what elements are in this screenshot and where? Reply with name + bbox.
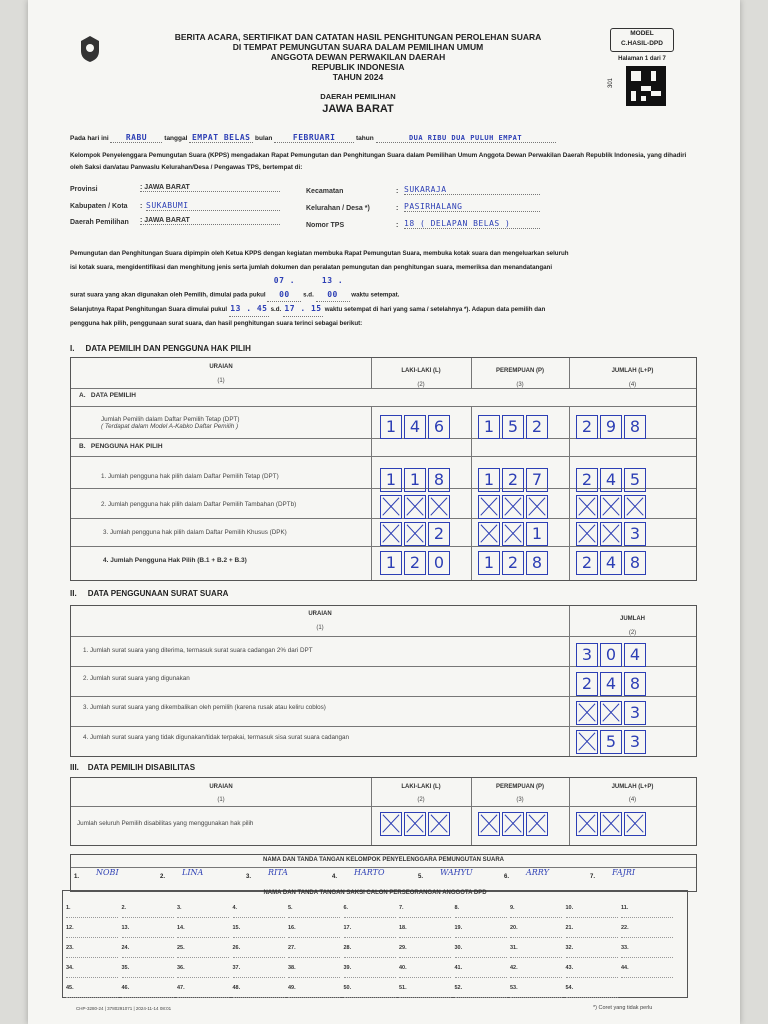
digit-box (576, 495, 598, 519)
dapil-value: : JAWA BARAT (140, 217, 280, 225)
sd-text: s.d. (270, 306, 282, 313)
date-label: tanggal (164, 135, 188, 142)
digit-box (600, 495, 622, 519)
saksi-cell: 35. (122, 965, 174, 978)
saksi-cell: 25. (177, 945, 229, 958)
digit-box (600, 812, 622, 836)
digit-box: 0 (428, 551, 450, 575)
model-code: C.HASIL-DPD (621, 40, 663, 47)
digit-box (502, 812, 524, 836)
saksi-cell: 14. (177, 925, 229, 938)
saksi-cell: 7. (399, 905, 451, 918)
col-num: (1) (217, 378, 225, 384)
row-divider (71, 546, 696, 547)
col-jumlah: JUMLAH (L+P) (611, 784, 654, 790)
section1-heading: I. DATA PEMILIH DAN PENGGUNA HAK PILIH (70, 344, 251, 353)
digit-box (478, 522, 500, 546)
digit-box (380, 522, 402, 546)
digit-box (576, 812, 598, 836)
procedure-line (70, 274, 700, 302)
kpps-number: 2. (160, 874, 166, 880)
digit-box (624, 495, 646, 519)
col-num: (2) (417, 797, 425, 803)
digit-box: 2 (576, 551, 598, 575)
model-box (610, 28, 674, 52)
dapil-label: Daerah Pemilihan (70, 219, 129, 226)
kpps-number: 1. (74, 874, 80, 880)
digit-box: 8 (624, 672, 646, 696)
row-d-label: Jumlah seluruh Pemilih disabilitas yang menggunakan hak pilih (77, 820, 254, 827)
subsection-b: B. PENGGUNA HAK PILIH (79, 443, 163, 450)
digit-box: 8 (526, 551, 548, 575)
saksi-cell: 27. (288, 945, 340, 958)
procedure-text: surat suara yang akan digunakan oleh Pemilih, dimulai pada pukul (70, 291, 266, 299)
saksi-cell: 47. (177, 985, 229, 998)
digit-box: 4 (600, 468, 622, 492)
digit-box: 3 (624, 730, 646, 754)
kpps-signature: WAHYU (440, 868, 473, 877)
digit-box: 8 (624, 415, 646, 439)
saksi-cell: 20. (510, 925, 562, 938)
col-num: (3) (516, 382, 524, 388)
col-num: (2) (628, 630, 637, 636)
kelurahan-label: Kelurahan / Desa *) (306, 205, 370, 212)
section2-heading: II. DATA PENGGUNAAN SURAT SUARA (70, 589, 229, 598)
tps-value: 18 ( DELAPAN BELAS ) (404, 219, 540, 229)
row-divider (71, 456, 696, 457)
saksi-cell: 39. (344, 965, 396, 978)
digit-box: 1 (380, 415, 402, 439)
saksi-cell: 50. (344, 985, 396, 998)
kpu-logo (78, 34, 102, 64)
procedure-line (70, 302, 700, 317)
procedure-text: Selanjutnya Rapat Penghitungan Suara dimulai pukul (70, 306, 228, 313)
saksi-cell: 45. (66, 985, 118, 998)
col-num: (4) (628, 797, 637, 803)
row-a-line2: ( Terdapat dalam Model A-Kabko Daftar Pemilih ) (101, 423, 239, 430)
start-time: 07 . 00 (267, 274, 301, 302)
title-line: ANGGOTA DEWAN PERWAKILAN DAERAH (270, 52, 446, 62)
digit-box (404, 812, 426, 836)
kabkota-colon: : (140, 203, 143, 210)
footer-code: CHP-3280-24 | 3780291071 | 2024-11-14 08:01 (76, 1006, 172, 1011)
saksi-cell: 41. (455, 965, 507, 978)
saksi-cell: 24. (122, 945, 174, 958)
procedure-line: isi kotak suara, mengidentifikasi dan menghitung jenis serta jumlah dokumen dan peralatan pemungutan dan penghitungan suara, memeriksa dan menandatangani (70, 263, 553, 271)
saksi-cell: 53. (510, 985, 562, 998)
digit-box: 0 (600, 643, 622, 667)
kabkota-value: SUKABUMI (146, 201, 280, 211)
digit-box: 2 (502, 551, 524, 575)
digit-box: 2 (428, 522, 450, 546)
procedure-text: waktu setempat di hari yang sama / setelahnya *). Adapun data pemilih dan (324, 306, 546, 313)
kpps-signature: LINA (182, 868, 204, 877)
digit-box (502, 495, 524, 519)
digit-box: 4 (404, 415, 426, 439)
saksi-cell: 17. (344, 925, 396, 938)
digit-box: 2 (576, 468, 598, 492)
row-a-line1: Jumlah Pemilih dalam Daftar Pemilih Tetap (DPT) (101, 416, 240, 423)
saksi-cell: 4. (233, 905, 285, 918)
row-divider (71, 726, 696, 727)
row-b3-label: 3. Jumlah pengguna hak pilih dalam Daftar Pemilih Khusus (DPK) (103, 529, 287, 536)
digit-box: 3 (624, 701, 646, 725)
row-divider (71, 388, 696, 389)
kpps-heading: NAMA DAN TANDA TANGAN KELOMPOK PENYELENGGARA PEMUNGUTAN SUARA (263, 857, 504, 863)
row-b2-label: 2. Jumlah pengguna hak pilih dalam Daftar Pemilih Tambahan (DPTb) (101, 501, 297, 508)
count-start-time: 13 . 45 (229, 302, 269, 317)
title-line: BERITA ACARA, SERTIFIKAT DAN CATATAN HASIL PENGHITUNGAN PEROLEHAN SUARA (174, 32, 542, 42)
kpps-signature: NOBI (96, 868, 119, 877)
tps-colon: : (396, 222, 399, 229)
saksi-cell: 15. (233, 925, 285, 938)
digit-box (600, 522, 622, 546)
digit-box (576, 701, 598, 725)
row-divider (71, 406, 696, 407)
form-page (28, 0, 740, 1024)
month-value: FEBRUARI (274, 133, 354, 143)
saksi-heading: NAMA DAN TANDA TANGAN SAKSI CALON PERSEORANGAN ANGGOTA DPD (263, 890, 487, 896)
col-divider (471, 406, 472, 580)
saksi-cell: 36. (177, 965, 229, 978)
saksi-cell: 42. (510, 965, 562, 978)
procedure-line: pengguna hak pilih, penggunaan surat suara, dan hasil penghitungan suara terinci sebagai berikut: (70, 319, 363, 327)
saksi-cell: 34. (66, 965, 118, 978)
digit-box (404, 495, 426, 519)
col-num: (2) (417, 382, 425, 388)
saksi-cell: 19. (455, 925, 507, 938)
col-uraian: URAIAN (209, 784, 233, 790)
digit-box: 1 (478, 415, 500, 439)
saksi-cell: 51. (399, 985, 451, 998)
saksi-cell: 6. (344, 905, 396, 918)
col-num: (1) (316, 625, 324, 631)
col-num: (3) (516, 797, 524, 803)
saksi-cell: 9. (510, 905, 562, 918)
page-indicator: Halaman 1 dari 7 (618, 56, 666, 62)
saksi-cell: 32. (566, 945, 618, 958)
row-s3-label: 3. Jumlah surat suara yang dikembalikan oleh pemilih (karena rusak atau keliru coblos) (83, 704, 326, 711)
saksi-cell: 5. (288, 905, 340, 918)
saksi-cell: 40. (399, 965, 451, 978)
day-value: RABU (110, 133, 162, 143)
saksi-cell: 48. (233, 985, 285, 998)
col-uraian: URAIAN (308, 611, 332, 617)
digit-box: 1 (380, 468, 402, 492)
kpps-number: 5. (418, 874, 424, 880)
row-b1-label: 1. Jumlah pengguna hak pilih dalam Daftar Pemilih Tetap (DPT) (101, 473, 279, 480)
region-name: JAWA BARAT (322, 103, 394, 115)
saksi-cell: 3. (177, 905, 229, 918)
saksi-cell: 23. (66, 945, 118, 958)
digit-box: 5 (502, 415, 524, 439)
col-jumlah: JUMLAH (L+P) (611, 368, 654, 374)
digit-box: 4 (600, 672, 622, 696)
digit-box: 5 (600, 730, 622, 754)
row-divider (71, 806, 696, 807)
digit-box (428, 495, 450, 519)
digit-box: 1 (404, 468, 426, 492)
kpps-number: 7. (590, 874, 596, 880)
procedure-text: waktu setempat. (351, 291, 400, 299)
col-num: (1) (217, 797, 225, 803)
sd-text: s.d. (303, 291, 314, 299)
kpps-signature: FAJRI (612, 868, 636, 877)
saksi-cell: 11. (621, 905, 673, 918)
digit-box: 2 (576, 415, 598, 439)
col-jumlah: JUMLAH (620, 616, 645, 622)
saksi-cell: 44. (621, 965, 673, 978)
procedure-paragraph (70, 247, 700, 330)
model-label: MODEL (630, 30, 654, 37)
digit-box: 1 (380, 551, 402, 575)
end-time: 13 . 00 (316, 274, 350, 302)
col-divider (569, 606, 570, 756)
kecamatan-label: Kecamatan (306, 188, 344, 195)
kelurahan-value: PASIRHALANG (404, 202, 540, 212)
digit-box (478, 495, 500, 519)
row-s2-label: 2. Jumlah surat suara yang digunakan (83, 675, 190, 682)
digit-box: 5 (624, 468, 646, 492)
saksi-cell: 1. (66, 905, 118, 918)
saksi-cell: 13. (122, 925, 174, 938)
kpps-signature: HARTO (354, 868, 385, 877)
date-line (70, 133, 710, 143)
kpps-signature: ARRY (526, 868, 549, 877)
digit-box (526, 495, 548, 519)
digit-box (526, 812, 548, 836)
region-label: DAERAH PEMILIHAN (320, 92, 396, 101)
kpps-number: 3. (246, 874, 252, 880)
col-divider (371, 406, 372, 580)
digit-box: 4 (624, 643, 646, 667)
saksi-cell: 46. (122, 985, 174, 998)
saksi-cell: 31. (510, 945, 562, 958)
provinsi-value: : JAWA BARAT (140, 184, 280, 192)
section3-heading: III. DATA PEMILIH DISABILITAS (70, 763, 196, 772)
saksi-cell: 52. (455, 985, 507, 998)
digit-box (404, 522, 426, 546)
digit-box (624, 812, 646, 836)
digit-box: 2 (502, 468, 524, 492)
date-value: EMPAT BELAS (189, 133, 253, 143)
digit-box: 2 (526, 415, 548, 439)
row-divider (71, 636, 696, 637)
row-s1-label: 1. Jumlah surat suara yang diterima, termasuk surat suara cadangan 2% dari DPT (83, 647, 313, 654)
footnote: *) Coret yang tidak perlu (593, 1005, 653, 1011)
count-end-time: 17 . 15 (283, 302, 323, 317)
kpps-number: 6. (504, 874, 510, 880)
digit-box (600, 701, 622, 725)
saksi-cell: 54. (566, 985, 618, 998)
digit-box: 3 (576, 643, 598, 667)
saksi-cell: 8. (455, 905, 507, 918)
digit-box: 1 (478, 468, 500, 492)
col-laki: LAKI-LAKI (L) (401, 368, 441, 374)
row-divider (71, 696, 696, 697)
saksi-cell: 43. (566, 965, 618, 978)
kecamatan-value: SUKARAJA (404, 185, 540, 195)
kecamatan-colon: : (396, 188, 399, 195)
digit-box: 3 (624, 522, 646, 546)
kpps-number: 4. (332, 874, 338, 880)
digit-box (502, 522, 524, 546)
digit-box (576, 522, 598, 546)
digit-box (380, 495, 402, 519)
tps-label: Nomor TPS (306, 222, 345, 229)
col-perempuan: PEREMPUAN (P) (495, 368, 544, 374)
year-value: DUA RIBU DUA PULUH EMPAT (376, 134, 556, 143)
qr-code (626, 66, 666, 106)
col-divider (569, 406, 570, 580)
row-b4-label: 4. Jumlah Pengguna Hak Pilih (B.1 + B.2 + B.3) (103, 557, 247, 564)
digit-box: 1 (526, 522, 548, 546)
saksi-cell: 26. (233, 945, 285, 958)
digit-box: 1 (478, 551, 500, 575)
title-line: TAHUN 2024 (332, 72, 384, 82)
col-laki: LAKI-LAKI (L) (401, 784, 441, 790)
digit-box (380, 812, 402, 836)
saksi-cell: 37. (233, 965, 285, 978)
saksi-cell: 18. (399, 925, 451, 938)
digit-box: 2 (576, 672, 598, 696)
year-label: tahun (356, 135, 374, 142)
title-line: DI TEMPAT PEMUNGUTAN SUARA DALAM PEMILIHAN UMUM (232, 42, 484, 52)
saksi-cell: 49. (288, 985, 340, 998)
saksi-cell: 33. (621, 945, 673, 958)
provinsi-label: Provinsi (70, 186, 98, 193)
kpps-signature: RITA (268, 868, 288, 877)
row-a-label (101, 416, 239, 430)
intro-paragraph: Kelompok Penyelenggara Pemungutan Suara (KPPS) mengadakan Rapat Pemungutan dan Penghitungan Suara dalam Pemilihan Umum Anggota Dewan Perwakilan Daerah Republik Indonesia, yang dihadiri oleh Saksi dan/atau Panwaslu Kelurahan/Desa / Pengawas TPS, bertempat di: (70, 152, 687, 171)
digit-box (576, 730, 598, 754)
saksi-cell: 2. (122, 905, 174, 918)
row-s4-label: 4. Jumlah surat suara yang tidak digunakan/tidak terpakai, termasuk sisa surat suara cadangan (83, 734, 350, 741)
saksi-cell: 22. (621, 925, 673, 938)
col-uraian: URAIAN (209, 364, 233, 370)
saksi-cell: 38. (288, 965, 340, 978)
col-num: (4) (628, 382, 637, 388)
digit-box: 8 (428, 468, 450, 492)
digit-box (428, 812, 450, 836)
kabkota-label: Kabupaten / Kota (70, 203, 128, 210)
qr-side-number: 301 (608, 77, 615, 89)
day-label: Pada hari ini (70, 135, 109, 142)
digit-box: 6 (428, 415, 450, 439)
saksi-cell: 12. (66, 925, 118, 938)
procedure-line: Pemungutan dan Penghitungan Suara dipimpin oleh Ketua KPPS dengan kegiatan membuka Rapat Pemungutan Suara, membuka kotak suara dan mengeluarkan seluruh (70, 250, 569, 257)
saksi-cell: 16. (288, 925, 340, 938)
saksi-cell: 30. (455, 945, 507, 958)
month-label: bulan (255, 135, 273, 142)
saksi-cell: 29. (399, 945, 451, 958)
kelurahan-colon: : (396, 205, 399, 212)
document-title (168, 32, 548, 82)
col-perempuan: PEREMPUAN (P) (495, 784, 544, 790)
digit-box: 7 (526, 468, 548, 492)
digit-box: 4 (600, 551, 622, 575)
subsection-a: A. DATA PEMILIH (79, 392, 136, 399)
saksi-cell: 28. (344, 945, 396, 958)
saksi-cell: 21. (566, 925, 618, 938)
digit-box (478, 812, 500, 836)
digit-box: 8 (624, 551, 646, 575)
digit-box: 9 (600, 415, 622, 439)
saksi-cell: 10. (566, 905, 618, 918)
title-line: REPUBLIK INDONESIA (311, 62, 405, 72)
digit-box: 2 (404, 551, 426, 575)
